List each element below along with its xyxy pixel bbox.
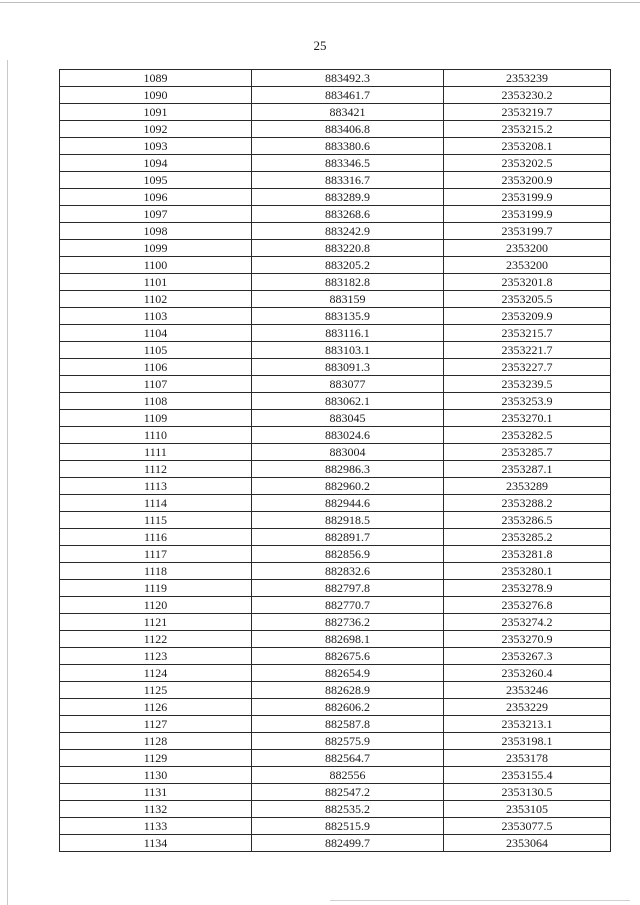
y-coordinate-cell: 2353208.1 xyxy=(444,138,611,155)
table-row xyxy=(60,614,611,631)
x-coordinate-cell: 882654.9 xyxy=(252,665,444,682)
y-coordinate-cell: 2353278.9 xyxy=(444,580,611,597)
x-coordinate-cell: 882587.8 xyxy=(252,716,444,733)
table-row xyxy=(60,189,611,206)
x-coordinate-cell: 882675.6 xyxy=(252,648,444,665)
point-number-cell: 1098 xyxy=(60,223,252,240)
y-coordinate-cell: 2353276.8 xyxy=(444,597,611,614)
point-number-cell: 1134 xyxy=(60,835,252,852)
table-row xyxy=(60,240,611,257)
table-row xyxy=(60,223,611,240)
y-coordinate-cell: 2353205.5 xyxy=(444,291,611,308)
x-coordinate-cell: 882628.9 xyxy=(252,682,444,699)
table-row xyxy=(60,716,611,733)
table-row xyxy=(60,784,611,801)
table-row xyxy=(60,138,611,155)
x-coordinate-cell: 882944.6 xyxy=(252,495,444,512)
y-coordinate-cell: 2353286.5 xyxy=(444,512,611,529)
y-coordinate-cell: 2353253.9 xyxy=(444,393,611,410)
x-coordinate-cell: 883380.6 xyxy=(252,138,444,155)
table-row xyxy=(60,563,611,580)
table-row xyxy=(60,206,611,223)
point-number-cell: 1102 xyxy=(60,291,252,308)
point-number-cell: 1101 xyxy=(60,274,252,291)
table-row xyxy=(60,682,611,699)
y-coordinate-cell: 2353239.5 xyxy=(444,376,611,393)
y-coordinate-cell: 2353219.7 xyxy=(444,104,611,121)
y-coordinate-cell: 2353198.1 xyxy=(444,733,611,750)
y-coordinate-cell: 2353274.2 xyxy=(444,614,611,631)
y-coordinate-cell: 2353064 xyxy=(444,835,611,852)
x-coordinate-cell: 882891.7 xyxy=(252,529,444,546)
x-coordinate-cell: 882575.9 xyxy=(252,733,444,750)
point-number-cell: 1107 xyxy=(60,376,252,393)
point-number-cell: 1110 xyxy=(60,427,252,444)
y-coordinate-cell: 2353239 xyxy=(444,70,611,87)
table-row xyxy=(60,631,611,648)
y-coordinate-cell: 2353221.7 xyxy=(444,342,611,359)
y-coordinate-cell: 2353209.9 xyxy=(444,308,611,325)
y-coordinate-cell: 2353155.4 xyxy=(444,767,611,784)
y-coordinate-cell: 2353200 xyxy=(444,240,611,257)
x-coordinate-cell: 882606.2 xyxy=(252,699,444,716)
table-row xyxy=(60,393,611,410)
point-number-cell: 1095 xyxy=(60,172,252,189)
table-row xyxy=(60,648,611,665)
table-row xyxy=(60,750,611,767)
y-coordinate-cell: 2353230.2 xyxy=(444,87,611,104)
x-coordinate-cell: 883116.1 xyxy=(252,325,444,342)
point-number-cell: 1126 xyxy=(60,699,252,716)
point-number-cell: 1113 xyxy=(60,478,252,495)
point-number-cell: 1124 xyxy=(60,665,252,682)
point-number-cell: 1131 xyxy=(60,784,252,801)
table-row xyxy=(60,546,611,563)
x-coordinate-cell: 883242.9 xyxy=(252,223,444,240)
y-coordinate-cell: 2353287.1 xyxy=(444,461,611,478)
y-coordinate-cell: 2353178 xyxy=(444,750,611,767)
y-coordinate-cell: 2353270.9 xyxy=(444,631,611,648)
x-coordinate-cell: 882960.2 xyxy=(252,478,444,495)
y-coordinate-cell: 2353215.7 xyxy=(444,325,611,342)
point-number-cell: 1127 xyxy=(60,716,252,733)
point-number-cell: 1091 xyxy=(60,104,252,121)
point-number-cell: 1106 xyxy=(60,359,252,376)
x-coordinate-cell: 883182.8 xyxy=(252,274,444,291)
y-coordinate-cell: 2353227.7 xyxy=(444,359,611,376)
x-coordinate-cell: 883406.8 xyxy=(252,121,444,138)
y-coordinate-cell: 2353215.2 xyxy=(444,121,611,138)
x-coordinate-cell: 883062.1 xyxy=(252,393,444,410)
point-number-cell: 1112 xyxy=(60,461,252,478)
x-coordinate-cell: 883091.3 xyxy=(252,359,444,376)
scan-edge-top xyxy=(0,2,640,3)
x-coordinate-cell: 882832.6 xyxy=(252,563,444,580)
y-coordinate-cell: 2353200 xyxy=(444,257,611,274)
point-number-cell: 1103 xyxy=(60,308,252,325)
table-row xyxy=(60,257,611,274)
table-row xyxy=(60,87,611,104)
x-coordinate-cell: 883346.5 xyxy=(252,155,444,172)
x-coordinate-cell: 883135.9 xyxy=(252,308,444,325)
page-number: 25 xyxy=(313,38,327,53)
point-number-cell: 1118 xyxy=(60,563,252,580)
point-number-cell: 1132 xyxy=(60,801,252,818)
x-coordinate-cell: 882736.2 xyxy=(252,614,444,631)
point-number-cell: 1122 xyxy=(60,631,252,648)
table-row xyxy=(60,121,611,138)
x-coordinate-cell: 883205.2 xyxy=(252,257,444,274)
table-row xyxy=(60,478,611,495)
point-number-cell: 1111 xyxy=(60,444,252,461)
y-coordinate-cell: 2353199.9 xyxy=(444,189,611,206)
table-row xyxy=(60,529,611,546)
x-coordinate-cell: 883045 xyxy=(252,410,444,427)
table-row xyxy=(60,410,611,427)
point-number-cell: 1093 xyxy=(60,138,252,155)
x-coordinate-cell: 883492.3 xyxy=(252,70,444,87)
x-coordinate-cell: 882698.1 xyxy=(252,631,444,648)
x-coordinate-cell: 883461.7 xyxy=(252,87,444,104)
point-number-cell: 1121 xyxy=(60,614,252,631)
point-number-cell: 1129 xyxy=(60,750,252,767)
point-number-cell: 1089 xyxy=(60,70,252,87)
y-coordinate-cell: 2353077.5 xyxy=(444,818,611,835)
table-row xyxy=(60,155,611,172)
x-coordinate-cell: 883268.6 xyxy=(252,206,444,223)
point-number-cell: 1096 xyxy=(60,189,252,206)
x-coordinate-cell: 883004 xyxy=(252,444,444,461)
table-row xyxy=(60,665,611,682)
table-row xyxy=(60,818,611,835)
point-number-cell: 1097 xyxy=(60,206,252,223)
x-coordinate-cell: 882556 xyxy=(252,767,444,784)
y-coordinate-cell: 2353202.5 xyxy=(444,155,611,172)
y-coordinate-cell: 2353201.8 xyxy=(444,274,611,291)
table-row xyxy=(60,767,611,784)
point-number-cell: 1130 xyxy=(60,767,252,784)
x-coordinate-cell: 882797.8 xyxy=(252,580,444,597)
table-row xyxy=(60,699,611,716)
y-coordinate-cell: 2353285.7 xyxy=(444,444,611,461)
x-coordinate-cell: 882535.2 xyxy=(252,801,444,818)
scan-edge-left xyxy=(7,60,8,905)
point-number-cell: 1094 xyxy=(60,155,252,172)
y-coordinate-cell: 2353229 xyxy=(444,699,611,716)
x-coordinate-cell: 882564.7 xyxy=(252,750,444,767)
x-coordinate-cell: 882499.7 xyxy=(252,835,444,852)
point-number-cell: 1104 xyxy=(60,325,252,342)
point-number-cell: 1099 xyxy=(60,240,252,257)
y-coordinate-cell: 2353285.2 xyxy=(444,529,611,546)
y-coordinate-cell: 2353246 xyxy=(444,682,611,699)
table-row xyxy=(60,495,611,512)
x-coordinate-cell: 882770.7 xyxy=(252,597,444,614)
table-row xyxy=(60,444,611,461)
point-number-cell: 1120 xyxy=(60,597,252,614)
x-coordinate-cell: 883159 xyxy=(252,291,444,308)
point-number-cell: 1092 xyxy=(60,121,252,138)
table-row xyxy=(60,172,611,189)
point-number-cell: 1133 xyxy=(60,818,252,835)
coordinates-table xyxy=(59,69,611,852)
x-coordinate-cell: 883316.7 xyxy=(252,172,444,189)
table-row xyxy=(60,325,611,342)
table-row xyxy=(60,342,611,359)
y-coordinate-cell: 2353260.4 xyxy=(444,665,611,682)
point-number-cell: 1108 xyxy=(60,393,252,410)
table-row xyxy=(60,835,611,852)
y-coordinate-cell: 2353267.3 xyxy=(444,648,611,665)
x-coordinate-cell: 883421 xyxy=(252,104,444,121)
y-coordinate-cell: 2353270.1 xyxy=(444,410,611,427)
y-coordinate-cell: 2353288.2 xyxy=(444,495,611,512)
point-number-cell: 1128 xyxy=(60,733,252,750)
point-number-cell: 1100 xyxy=(60,257,252,274)
point-number-cell: 1090 xyxy=(60,87,252,104)
y-coordinate-cell: 2353213.1 xyxy=(444,716,611,733)
table-body xyxy=(60,70,611,852)
table-row xyxy=(60,597,611,614)
point-number-cell: 1125 xyxy=(60,682,252,699)
x-coordinate-cell: 882856.9 xyxy=(252,546,444,563)
table-row xyxy=(60,733,611,750)
x-coordinate-cell: 882515.9 xyxy=(252,818,444,835)
table-row xyxy=(60,359,611,376)
x-coordinate-cell: 883024.6 xyxy=(252,427,444,444)
table-row xyxy=(60,376,611,393)
table-row xyxy=(60,512,611,529)
table-row xyxy=(60,70,611,87)
y-coordinate-cell: 2353282.5 xyxy=(444,427,611,444)
y-coordinate-cell: 2353281.8 xyxy=(444,546,611,563)
point-number-cell: 1116 xyxy=(60,529,252,546)
table-row xyxy=(60,274,611,291)
x-coordinate-cell: 883103.1 xyxy=(252,342,444,359)
table-row xyxy=(60,104,611,121)
x-coordinate-cell: 883077 xyxy=(252,376,444,393)
point-number-cell: 1123 xyxy=(60,648,252,665)
point-number-cell: 1115 xyxy=(60,512,252,529)
y-coordinate-cell: 2353280.1 xyxy=(444,563,611,580)
point-number-cell: 1119 xyxy=(60,580,252,597)
table-row xyxy=(60,580,611,597)
scan-edge-bottom xyxy=(330,900,630,901)
y-coordinate-cell: 2353199.7 xyxy=(444,223,611,240)
point-number-cell: 1109 xyxy=(60,410,252,427)
y-coordinate-cell: 2353200.9 xyxy=(444,172,611,189)
table-row xyxy=(60,291,611,308)
y-coordinate-cell: 2353289 xyxy=(444,478,611,495)
y-coordinate-cell: 2353199.9 xyxy=(444,206,611,223)
x-coordinate-cell: 882918.5 xyxy=(252,512,444,529)
x-coordinate-cell: 882986.3 xyxy=(252,461,444,478)
point-number-cell: 1117 xyxy=(60,546,252,563)
x-coordinate-cell: 882547.2 xyxy=(252,784,444,801)
table-row xyxy=(60,801,611,818)
x-coordinate-cell: 883220.8 xyxy=(252,240,444,257)
table-row xyxy=(60,427,611,444)
y-coordinate-cell: 2353105 xyxy=(444,801,611,818)
table-row xyxy=(60,308,611,325)
table-row xyxy=(60,461,611,478)
point-number-cell: 1105 xyxy=(60,342,252,359)
x-coordinate-cell: 883289.9 xyxy=(252,189,444,206)
point-number-cell: 1114 xyxy=(60,495,252,512)
y-coordinate-cell: 2353130.5 xyxy=(444,784,611,801)
